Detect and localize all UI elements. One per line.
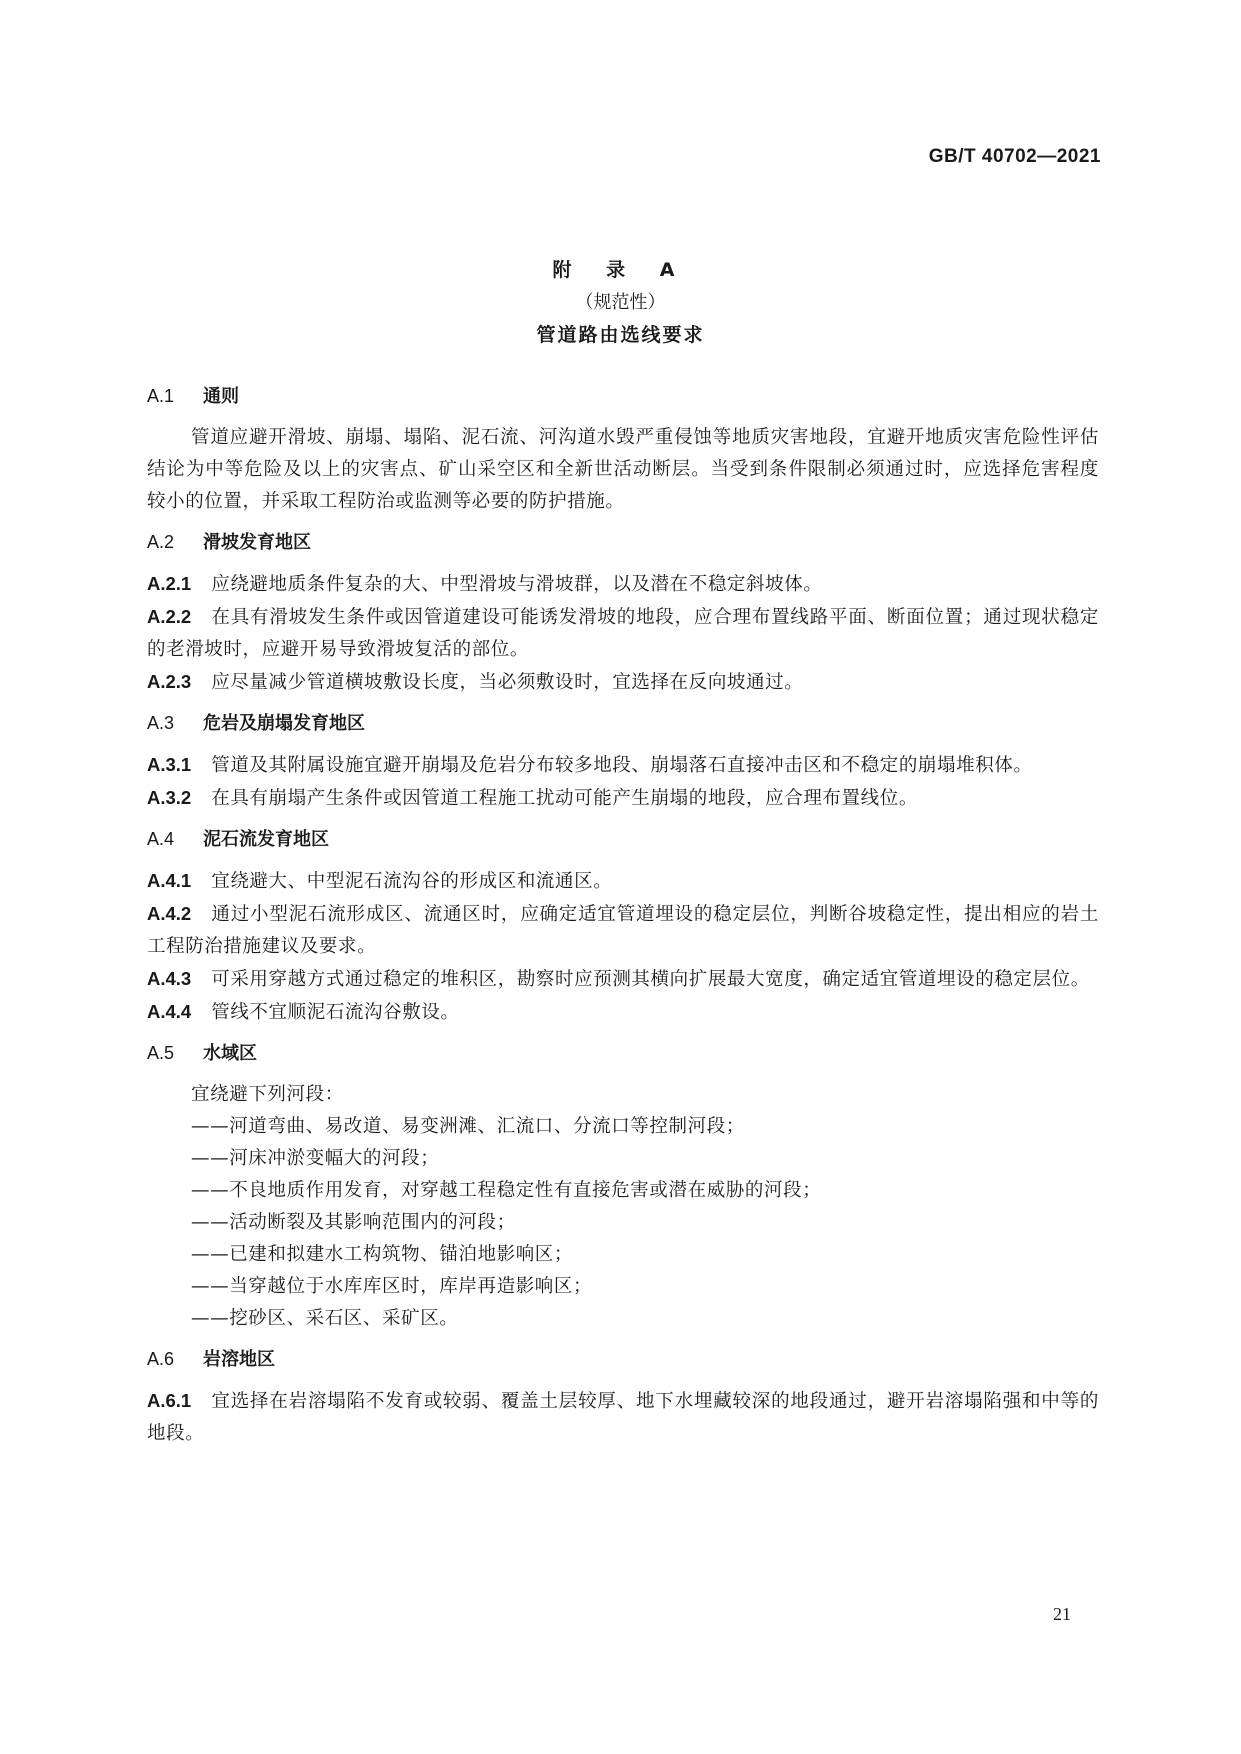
- section-number: A.1: [147, 386, 175, 406]
- section-title: 水域区: [203, 1043, 257, 1064]
- list-item: ——挖砂区、采石区、采矿区。: [191, 1308, 459, 1329]
- section-heading: [147, 827, 1099, 851]
- clause-number: A.2.2: [147, 606, 192, 627]
- section-number: A.6: [147, 1349, 175, 1369]
- section-heading: [147, 384, 1099, 408]
- section-title: 危岩及崩塌发育地区: [203, 713, 365, 734]
- clause: [147, 898, 1099, 963]
- clause-text: 管道及其附属设施宜避开崩塌及危岩分布较多地段、崩塌落石直接冲击区和不稳定的崩塌堆积体。: [211, 755, 1033, 776]
- annex-nature: （规范性）: [575, 292, 666, 313]
- section-heading: [147, 530, 1099, 554]
- clause-text: 在具有滑坡发生条件或因管道建设可能诱发滑坡的地段，应合理布置线路平面、断面位置；通过现状稳定的老滑坡时，应避开易导致滑坡复活的部位。: [147, 607, 1099, 660]
- list-item: ——活动断裂及其影响范围内的河段；: [191, 1212, 516, 1233]
- clause: [147, 963, 1099, 996]
- clause-text: 宜选择在岩溶塌陷不发育或较弱、覆盖土层较厚、地下水埋藏较深的地段通过，避开岩溶塌陷强和中等的地段。: [147, 1391, 1099, 1444]
- annex-title: 管道路由选线要求: [536, 324, 705, 346]
- clause: [147, 782, 1099, 815]
- paragraph: 管道应避开滑坡、崩塌、塌陷、泥石流、河沟道水毁严重侵蚀等地质灾害地段，宜避开地质灾害危险性评估结论为中等危险及以上的灾害点、矿山采空区和全新世活动断层。当受到条件限制必须通过时，应选择危害程度较小的位置，并采取工程防治或监测等必要的防护措施。: [147, 427, 1099, 512]
- list-item: ——河床冲淤变幅大的河段；: [191, 1148, 440, 1169]
- clause-text: 宜绕避大、中型泥石流沟谷的形成区和流通区。: [211, 871, 613, 892]
- clause: [147, 601, 1099, 666]
- clause-number: A.4.2: [147, 903, 192, 924]
- clause-number: A.4.4: [147, 1001, 192, 1022]
- clause: [147, 666, 1099, 699]
- annex-label: 附 录 A: [552, 259, 689, 281]
- section-heading: [147, 711, 1099, 735]
- section-number: A.5: [147, 1043, 175, 1063]
- section-title: 泥石流发育地区: [203, 829, 329, 850]
- section-number: A.2: [147, 532, 175, 552]
- section-number: A.4: [147, 829, 175, 849]
- clause-number: A.4.1: [147, 870, 192, 891]
- clause-number: A.3.2: [147, 787, 192, 808]
- clause: [147, 1385, 1099, 1450]
- clause-text: 可采用穿越方式通过稳定的堆积区，勘察时应预测其横向扩展最大宽度，确定适宜管道埋设的稳定层位。: [211, 969, 1090, 990]
- section-heading: [147, 1041, 1099, 1065]
- clause: [147, 749, 1099, 782]
- clause-text: 应绕避地质条件复杂的大、中型滑坡与滑坡群，以及潜在不稳定斜坡体。: [211, 574, 823, 595]
- section-heading: [147, 1347, 1099, 1371]
- clause: [147, 865, 1099, 898]
- list-item: ——河道弯曲、易改道、易变洲滩、汇流口、分流口等控制河段；: [191, 1116, 745, 1137]
- clause-number: A.2.1: [147, 573, 192, 594]
- clause-number: A.6.1: [147, 1390, 192, 1411]
- standard-code: GB/T 40702—2021: [928, 146, 1101, 167]
- clause: [147, 568, 1099, 601]
- clause-number: A.2.3: [147, 671, 192, 692]
- clause-text: 应尽量减少管道横坡敷设长度，当必须敷设时，宜选择在反向坡通过。: [211, 672, 804, 693]
- clause-text: 管线不宜顺泥石流沟谷敷设。: [211, 1002, 460, 1023]
- clause: [147, 996, 1099, 1029]
- list-intro: 宜绕避下列河段：: [191, 1084, 344, 1105]
- annex-body: [147, 384, 1099, 1450]
- list-item: ——当穿越位于水库库区时，库岸再造影响区；: [191, 1276, 593, 1297]
- clause-text: 通过小型泥石流形成区、流通区时，应确定适宜管道埋设的稳定层位，判断谷坡稳定性，提出相应的岩土工程防治措施建议及要求。: [147, 904, 1099, 957]
- page-number: 21: [1053, 1604, 1071, 1624]
- clause-text: 在具有崩塌产生条件或因管道工程施工扰动可能产生崩塌的地段，应合理布置线位。: [211, 788, 918, 809]
- clause-number: A.3.1: [147, 754, 192, 775]
- list-item: ——不良地质作用发育，对穿越工程稳定性有直接危害或潜在威胁的河段；: [191, 1180, 822, 1201]
- list-item: ——已建和拟建水工构筑物、锚泊地影响区；: [191, 1244, 574, 1265]
- section-number: A.3: [147, 713, 175, 733]
- section-title: 滑坡发育地区: [203, 532, 311, 553]
- section-title: 通则: [203, 386, 239, 407]
- clause-number: A.4.3: [147, 968, 192, 989]
- section-title: 岩溶地区: [203, 1349, 275, 1370]
